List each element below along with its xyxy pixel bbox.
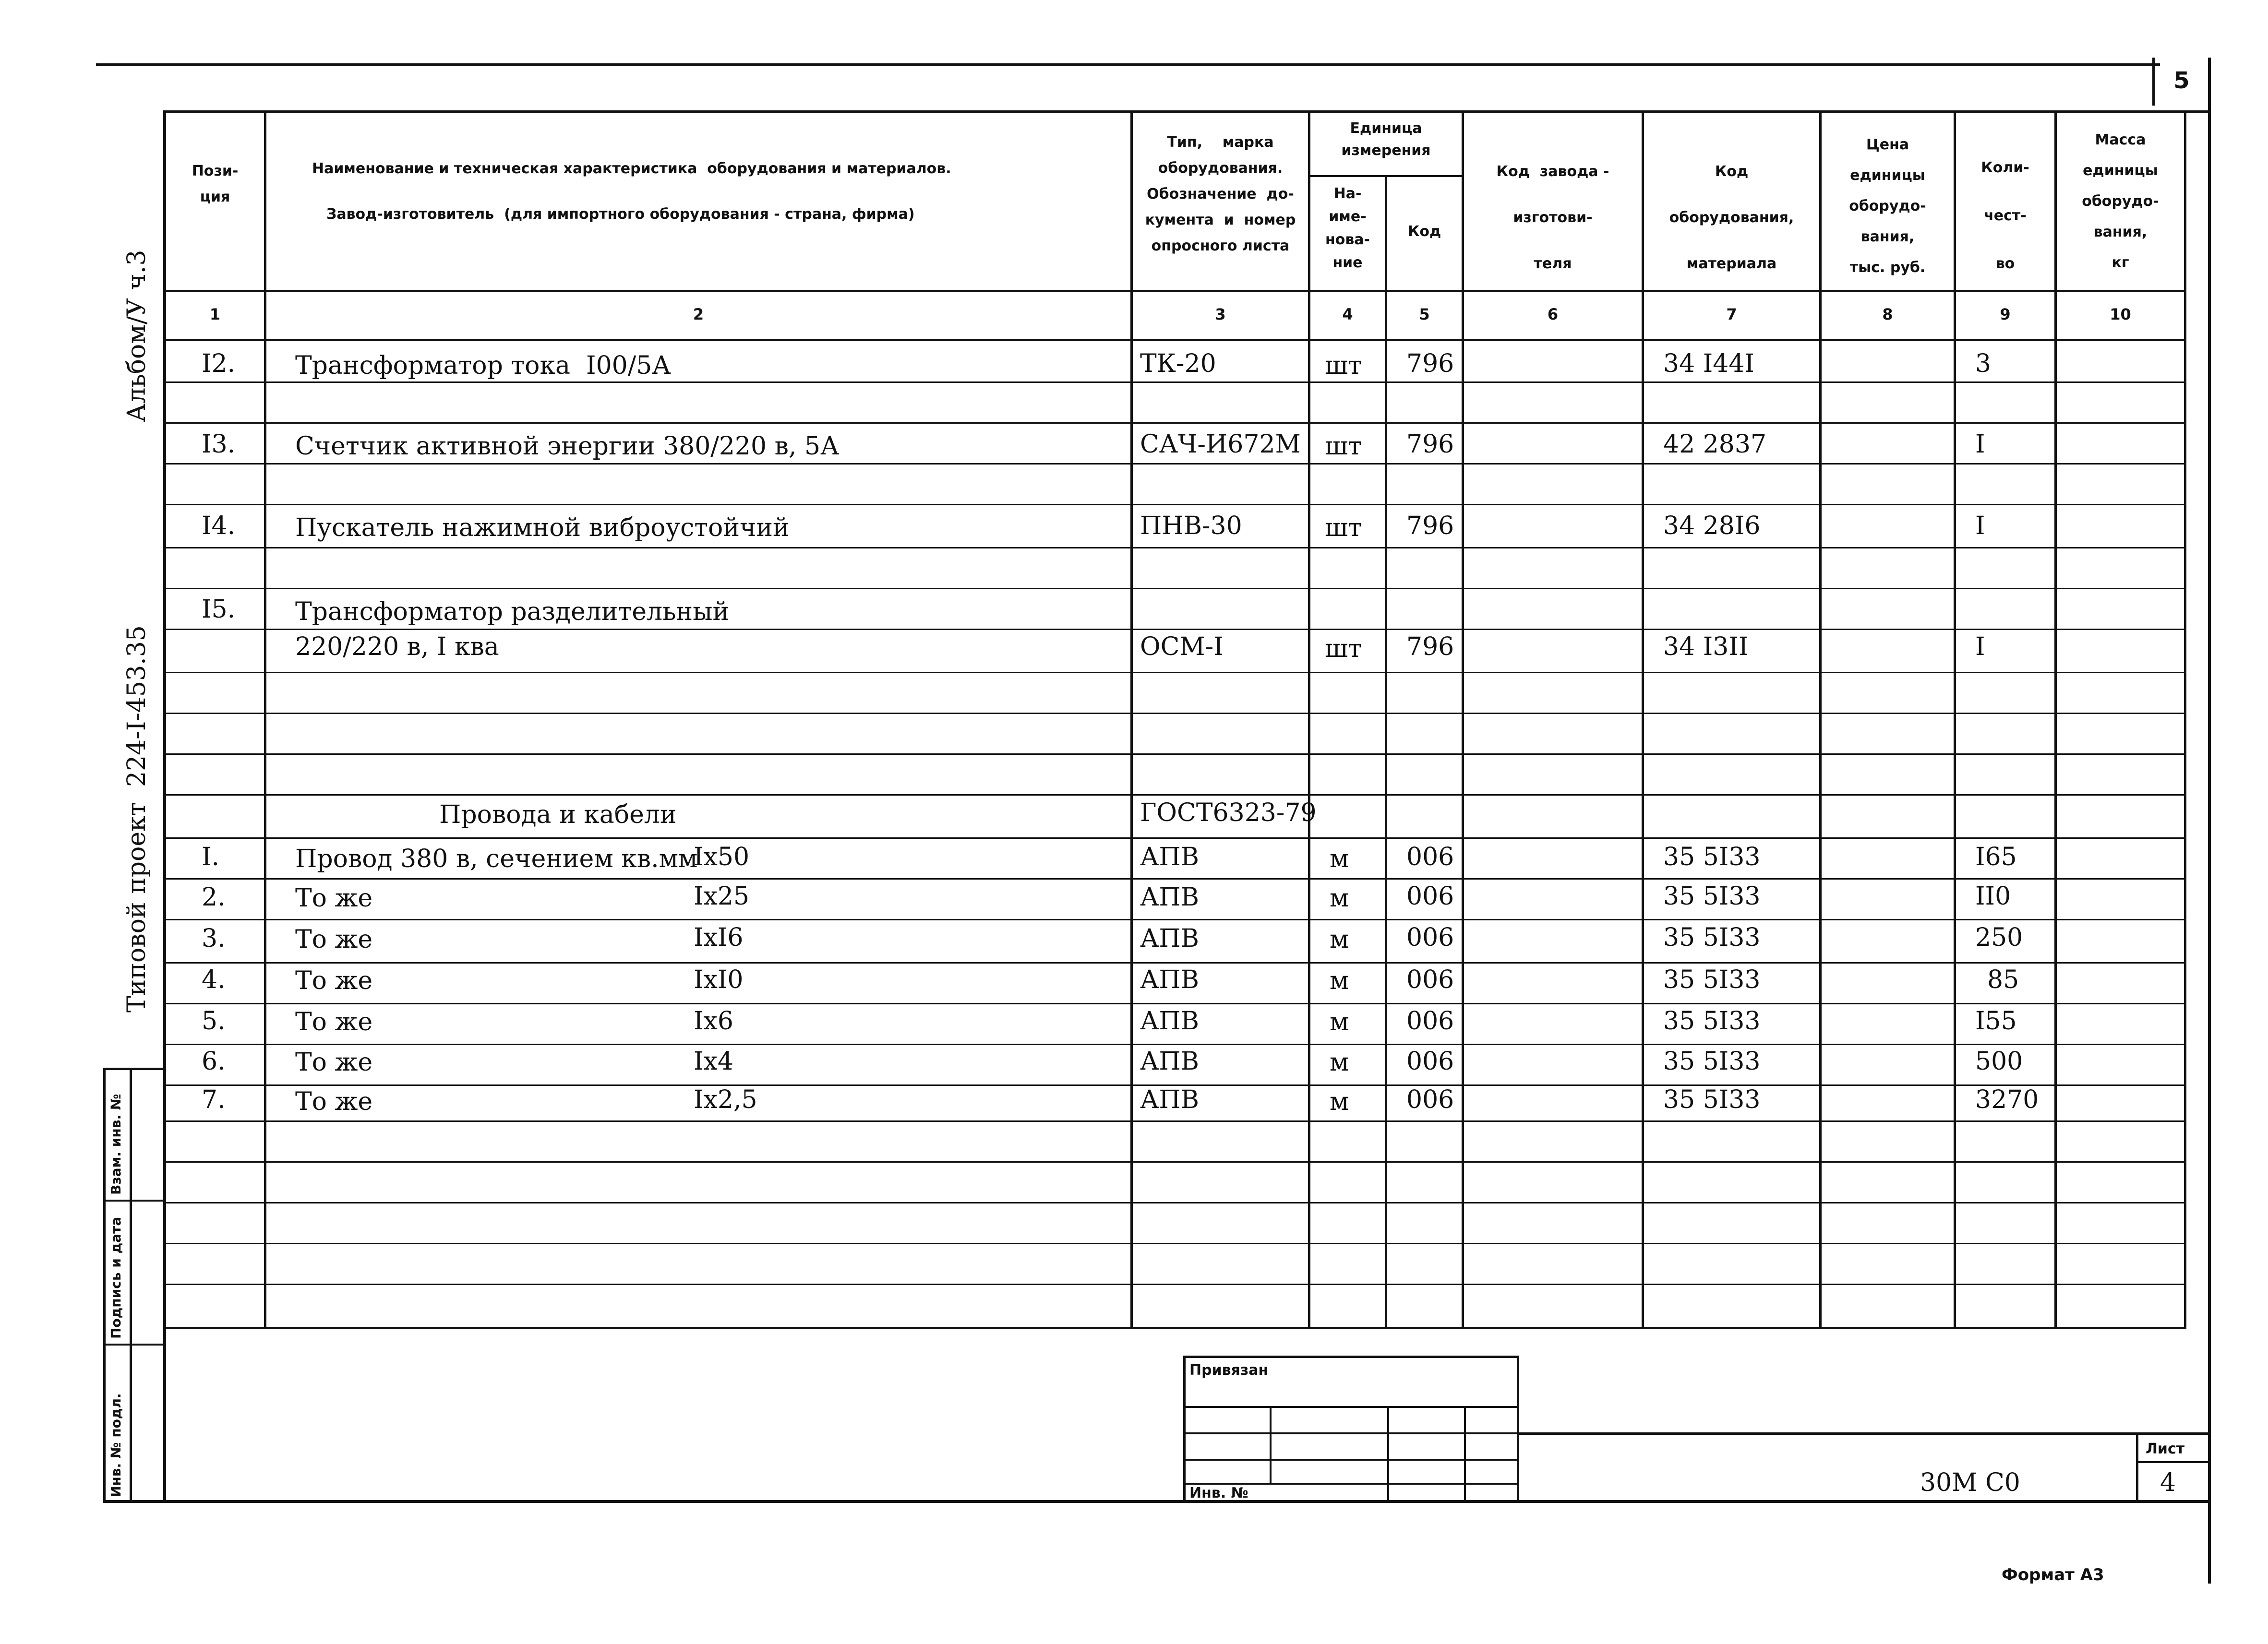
row-11-code: 006 (1406, 1007, 1454, 1036)
row-1-eq-code: 34 I44I (1663, 349, 1754, 378)
header-unit-code: Код (1407, 223, 1441, 240)
colnum-1: 1 (209, 305, 221, 323)
row-line (163, 713, 2186, 714)
row-line (163, 1003, 2186, 1004)
row-9-pos: 3. (202, 924, 226, 953)
side-typical-project: Типовой проект (122, 802, 151, 1013)
row-13-pos: 7. (202, 1085, 226, 1114)
colnum-10: 10 (2110, 305, 2131, 323)
row-1-name: Трансформатор тока I00/5А (295, 351, 671, 380)
row-8-size: Iх25 (694, 882, 750, 911)
colnum-6: 6 (1547, 305, 1559, 323)
row-3-unit: шт (1325, 513, 1362, 542)
header-bottom (163, 290, 2186, 292)
row-line (163, 1284, 2186, 1285)
header-position: Пози- ция (192, 163, 239, 205)
row-5-eq-code: 34 I3II (1663, 632, 1749, 661)
row-11-pos: 5. (202, 1007, 226, 1036)
row-9-unit: м (1330, 925, 1349, 954)
table-top (163, 110, 2208, 113)
row-10-name: То же (295, 966, 373, 995)
row-line (163, 629, 2186, 630)
row-11-size: Iх6 (694, 1007, 733, 1036)
header-plant-code: Код завода - изготови- теля (1496, 163, 1609, 272)
col-divider (264, 110, 266, 1327)
main-stamp-top (1517, 1432, 2210, 1435)
colnum-3: 3 (1215, 305, 1226, 323)
stamp-sheet-label: Лист (2146, 1441, 2185, 1457)
right-frame (2208, 58, 2211, 1584)
row-12-qty: 500 (1975, 1047, 2023, 1076)
top-rule (96, 63, 2160, 66)
stamp-vline (1387, 1406, 1389, 1502)
row-8-code: 006 (1406, 882, 1454, 911)
header-unit-name: На- име- нова- ние (1325, 185, 1370, 271)
row-13-size: Iх2,5 (694, 1085, 757, 1114)
row-5-name: 220/220 в, I ква (295, 632, 499, 661)
row-7-name: Провод 380 в, сечением кв.мм (295, 845, 698, 873)
stamp-privyazan: Привязан (1189, 1362, 1269, 1379)
colnum-7: 7 (1726, 305, 1737, 323)
col-divider (2054, 110, 2057, 1327)
row-line (163, 381, 2186, 383)
row-12-name: То же (295, 1048, 373, 1077)
colnum-bottom (163, 339, 2186, 341)
row-13-name: То же (295, 1087, 373, 1116)
row-13-qty: 3270 (1975, 1085, 2039, 1114)
col-divider (1462, 110, 1464, 1327)
row-11-name: То же (295, 1008, 373, 1036)
row-7-qty: I65 (1975, 843, 2017, 871)
row-11-type: АПВ (1140, 1007, 1199, 1036)
stamp-box-right (1517, 1356, 1519, 1502)
row-line (163, 878, 2186, 880)
col-divider (1130, 110, 1133, 1327)
row-1-pos: I2. (202, 349, 236, 378)
stamp-line (1183, 1459, 1519, 1461)
row-line (163, 1243, 2186, 1244)
row-7-size: Iх50 (694, 843, 750, 871)
row-10-pos: 4. (202, 965, 226, 994)
row-8-pos: 2. (202, 883, 226, 912)
row-5-type: ОСМ-I (1140, 632, 1224, 661)
strip-divider (130, 1068, 132, 1502)
row-10-size: IхI0 (694, 965, 744, 994)
strip-sep (103, 1200, 166, 1202)
stamp-inv-no: Инв. № (1189, 1485, 1248, 1501)
sheet-box-left (2136, 1432, 2138, 1502)
row-8-unit: м (1330, 884, 1349, 913)
row-4-pos: I5. (202, 595, 236, 624)
side-project-code: 224-I-453.35 (122, 625, 151, 787)
row-10-qty: 85 (1987, 965, 2019, 994)
row-9-name: То же (295, 925, 373, 954)
side-podpis-data: Подпись и дата (108, 1216, 124, 1339)
row-3-qty: I (1975, 512, 1985, 540)
row-12-code: 006 (1406, 1047, 1454, 1076)
row-12-unit: м (1330, 1048, 1349, 1077)
row-7-pos: I. (202, 843, 220, 871)
row-1-type: ТК-20 (1140, 349, 1216, 378)
row-2-code: 796 (1406, 430, 1454, 459)
sheet-box-mid (2136, 1461, 2210, 1463)
strip-top (103, 1068, 166, 1070)
row-9-code: 006 (1406, 923, 1454, 952)
col-divider (2184, 110, 2186, 1327)
row-5-qty: I (1975, 632, 1985, 661)
stamp-vline (1464, 1406, 1466, 1502)
col-divider (1819, 110, 1822, 1327)
row-line (163, 753, 2186, 755)
header-type: Тип, марка оборудования. Обозначение до- кумента и номер опросного листа (1145, 134, 1296, 254)
row-line (163, 588, 2186, 589)
table-body-bottom (163, 1327, 2186, 1329)
header-name-line2: Завод-изготовитель (для импортного оборудования - страна, фирма) (326, 206, 915, 223)
row-3-name: Пускатель нажимной виброустойчий (295, 513, 790, 542)
stamp-sheet-number: 4 (2160, 1468, 2176, 1497)
side-vzam-inv: Взам. инв. № (108, 1094, 124, 1195)
row-9-eq-code: 35 5I33 (1663, 923, 1761, 952)
row-2-qty: I (1975, 430, 1985, 459)
row-1-qty: 3 (1975, 349, 1992, 378)
row-line (163, 463, 2186, 465)
row-7-eq-code: 35 5I33 (1663, 843, 1761, 871)
row-7-type: АПВ (1140, 843, 1199, 871)
row-13-eq-code: 35 5I33 (1663, 1085, 1761, 1114)
row-12-size: Iх4 (694, 1047, 733, 1076)
colnum-4: 4 (1342, 305, 1353, 323)
row-1-code: 796 (1406, 349, 1454, 378)
header-name-line1: Наименование и техническая характеристика оборудования и материалов. (312, 160, 951, 177)
row-11-qty: I55 (1975, 1007, 2017, 1036)
row-1-unit: шт (1325, 351, 1362, 380)
col-divider (1308, 110, 1310, 1327)
row-11-eq-code: 35 5I33 (1663, 1007, 1761, 1036)
colnum-5: 5 (1419, 305, 1430, 323)
row-2-name: Счетчик активной энергии 380/220 в, 5А (295, 432, 840, 461)
row-5-code: 796 (1406, 632, 1454, 661)
row-2-type: САЧ-И672М (1140, 430, 1301, 459)
header-unit-group: Единица измерения (1341, 120, 1431, 159)
row-line (163, 672, 2186, 673)
colnum-8: 8 (1882, 305, 1893, 323)
row-3-pos: I4. (202, 512, 236, 540)
side-album: Альбом/У ч.3 (122, 250, 151, 422)
row-9-qty: 250 (1975, 923, 2023, 952)
row-line (163, 962, 2186, 964)
row-12-type: АПВ (1140, 1047, 1199, 1076)
colnum-9: 9 (2000, 305, 2011, 323)
stamp-vline (1270, 1406, 1272, 1483)
header-equipment-code: Код оборудования, материала (1669, 163, 1794, 272)
header-mass: Масса единицы оборудо- вания, кг (2082, 131, 2159, 271)
row-13-type: АПВ (1140, 1085, 1199, 1114)
stamp-line (1183, 1406, 1519, 1408)
row-3-type: ПНВ-30 (1140, 512, 1242, 540)
row-10-unit: м (1330, 966, 1349, 995)
row-line (163, 919, 2186, 920)
row-7-unit: м (1330, 845, 1349, 873)
header-quantity: Коли- чест- во (1981, 159, 2029, 272)
col-divider (1642, 110, 1644, 1327)
row-line (163, 837, 2186, 839)
row-line (163, 794, 2186, 796)
row-line (163, 1202, 2186, 1203)
stamp-box-left (1183, 1356, 1186, 1502)
row-8-type: АПВ (1140, 883, 1199, 912)
stamp-box-top (1183, 1356, 1519, 1358)
row-2-pos: I3. (202, 430, 236, 459)
row-3-eq-code: 34 28I6 (1663, 512, 1761, 540)
format-label: Формат А3 (2002, 1565, 2104, 1584)
row-9-size: IхI6 (694, 923, 744, 952)
bottom-frame (103, 1500, 2210, 1503)
row-2-eq-code: 42 2837 (1663, 430, 1767, 459)
row-line (163, 547, 2186, 548)
row-10-code: 006 (1406, 965, 1454, 994)
col-divider (1954, 110, 1956, 1327)
row-line (163, 422, 2186, 424)
row-line (163, 1161, 2186, 1163)
strip-left (103, 1068, 106, 1502)
col-divider (1385, 175, 1387, 1327)
row-13-unit: м (1330, 1087, 1349, 1116)
row-10-type: АПВ (1140, 965, 1199, 994)
stamp-line (1183, 1432, 1519, 1434)
row-11-unit: м (1330, 1008, 1349, 1036)
row-12-eq-code: 35 5I33 (1663, 1047, 1761, 1076)
header-price: Цена единицы оборудо- вания, тыс. руб. (1849, 136, 1926, 276)
page-number: 5 (2173, 67, 2190, 94)
row-8-eq-code: 35 5I33 (1663, 882, 1761, 911)
section-heading-wires: Провода и кабели (439, 800, 677, 829)
row-2-unit: шт (1325, 432, 1362, 461)
stamp-doc-code: 30М С0 (1920, 1468, 2020, 1497)
row-9-type: АПВ (1140, 924, 1199, 953)
page-number-box-left (2152, 58, 2155, 106)
row-8-qty: II0 (1975, 882, 2011, 911)
strip-sep (103, 1344, 166, 1346)
section-standard: ГОСТ6323-79 (1140, 798, 1317, 827)
row-4-name: Трансформатор разделительный (295, 597, 730, 626)
row-3-code: 796 (1406, 512, 1454, 540)
row-12-pos: 6. (202, 1047, 226, 1076)
row-8-name: То же (295, 884, 373, 913)
side-inv-podl: Инв. № подл. (108, 1393, 124, 1497)
row-7-code: 006 (1406, 843, 1454, 871)
row-line (163, 1120, 2186, 1122)
row-5-unit: шт (1325, 634, 1362, 663)
colnum-2: 2 (693, 305, 704, 323)
row-line (163, 1044, 2186, 1045)
row-10-eq-code: 35 5I33 (1663, 965, 1761, 994)
row-13-code: 006 (1406, 1085, 1454, 1114)
row-line (163, 504, 2186, 505)
